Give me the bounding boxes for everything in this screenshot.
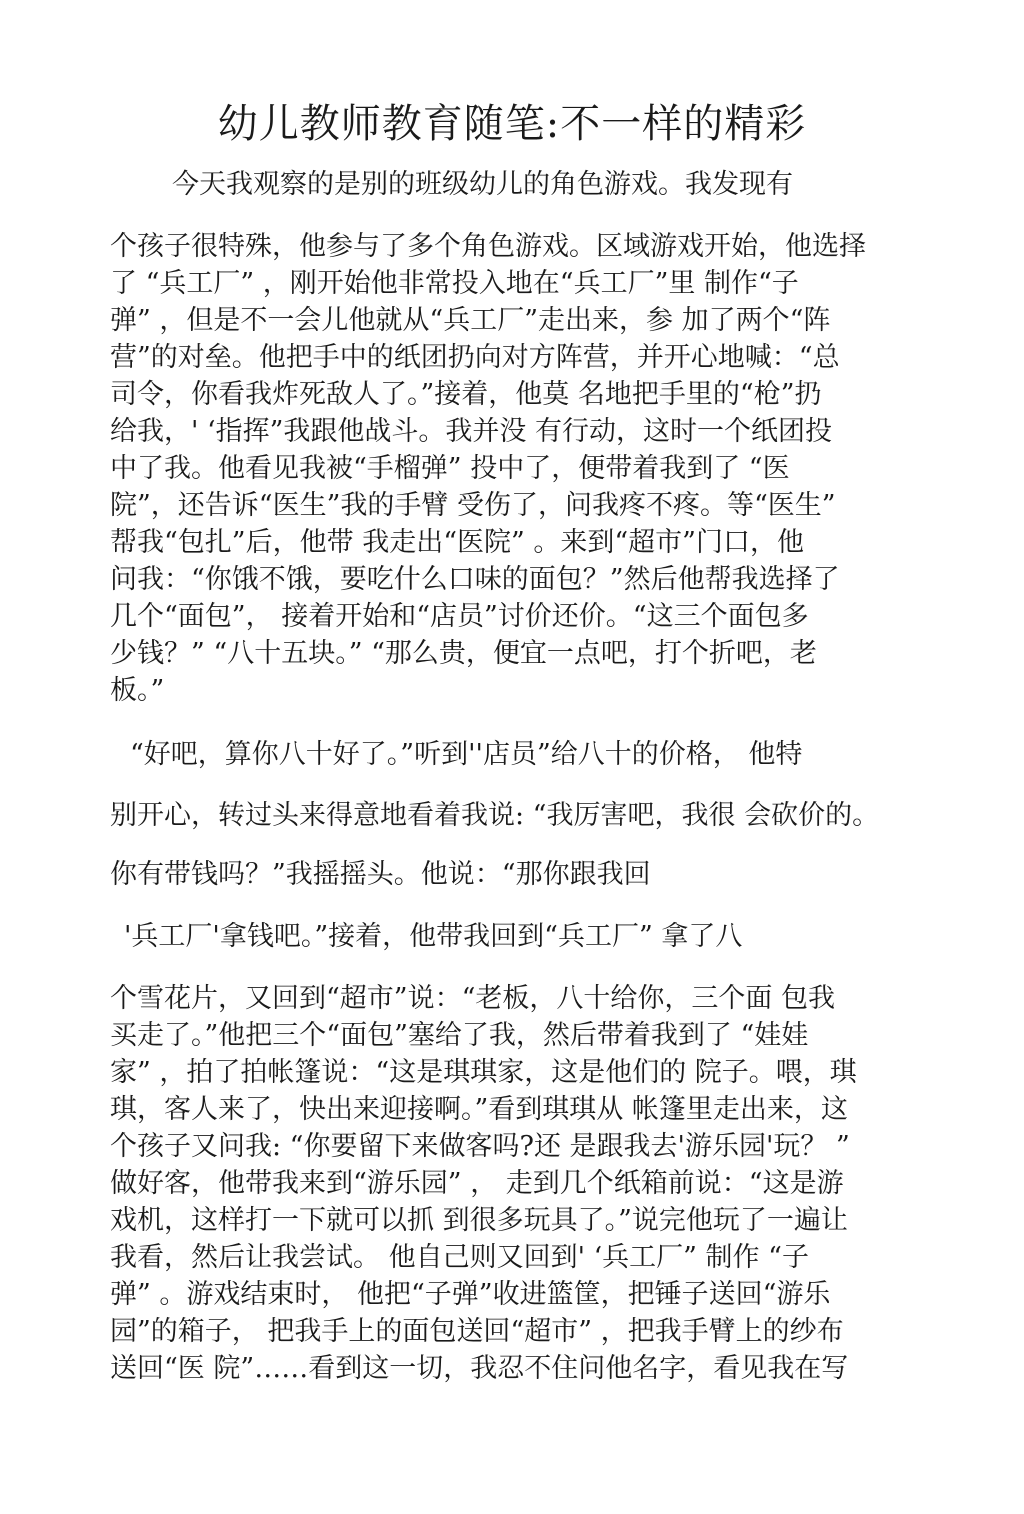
paragraph3-line-11: 送回“医 院”……看到这一切，我忍不住问他名字，看见我在写 — [110, 1353, 849, 1384]
paragraph3-line-4: 琪，客人来了，快出来迎接啊。”看到琪琪从 帐篷里走出来，这 — [110, 1094, 848, 1125]
paragraph3-line-3: 家” ，拍了拍帐篷说：“这是琪琪家，这是他们的 院子。喂，琪 — [110, 1057, 857, 1088]
intro-line: 今天我观察的是别的班级幼儿的角色游戏。我发现有 — [172, 169, 793, 200]
paragraph2-line-3: 你有带钱吗？”我摇摇头。他说：“那你跟我回 — [110, 859, 651, 890]
paragraph1-line-11: 几个“面包”， 接着开始和“店员”讨价还价。“这三个面包多 — [110, 601, 809, 632]
paragraph3-line-8: 我看，然后让我尝试。 他自己则又回到' ‘兵工厂” 制作 “子 — [110, 1242, 809, 1273]
paragraph3-line-1: 个雪花片，又回到“超市”说：“老板，八十给你，三个面 包我 — [110, 983, 835, 1014]
paragraph1-line-4: 营”的对垒。他把手中的纸团扔向对方阵营，并开心地喊：“总 — [110, 342, 840, 373]
paragraph1-line-10: 问我：“你饿不饿，要吃什么口味的面包？”然后他帮我选择了 — [110, 564, 840, 595]
paragraph1-line-1: 个孩子很特殊，他参与了多个角色游戏。区域游戏开始，他选择 — [110, 231, 866, 262]
paragraph3-line-2: 买走了。”他把三个“面包”塞给了我，然后带着我到了 “娃娃 — [110, 1020, 809, 1051]
document-title: 幼儿教师教育随笔:不一样的精彩 — [217, 101, 807, 147]
paragraph3-line-5: 个孩子又问我: “你要留下来做客吗?还 是跟我去'游乐园'玩？ ” — [110, 1131, 850, 1162]
paragraph1-line-2: 了 “兵工厂” ，刚开始他非常投入地在“兵工厂”里 制作“子 — [110, 268, 799, 299]
paragraph2-line-1: “好吧，算你八十好了。”听到''店员”给八十的价格， 他特 — [130, 739, 803, 770]
paragraph3-line-10: 园”的箱子， 把我手上的面包送回“超市” ，把我手臂上的纱布 — [110, 1316, 844, 1347]
paragraph3-line-6: 做好客，他带我来到“游乐园” ， 走到几个纸箱前说：“这是游 — [110, 1168, 844, 1199]
paragraph1-line-12: 少钱？” “八十五块。” “那么贵，便宜一点吧，打个折吧，老 — [110, 638, 817, 669]
paragraph1-line-13: 板。” — [110, 675, 165, 706]
paragraph1-line-6: 给我，' ‘指挥”我跟他战斗。我并没 有行动，这时一个纸团投 — [110, 416, 832, 447]
paragraph1-line-7: 中了我。他看见我被“手榴弹” 投中了，便带着我到了 “医 — [110, 453, 790, 484]
paragraph3-line-7: 戏机，这样打一下就可以抓 到很多玩具了。”说完他玩了一遍让 — [110, 1205, 848, 1236]
paragraph1-line-9: 帮我“包扎”后，他带 我走出“医院” 。来到“超市”门口，他 — [110, 527, 804, 558]
paragraph2-line-4: '兵工厂'拿钱吧。”接着，他带我回到“兵工厂” 拿了八 — [124, 921, 743, 952]
paragraph1-line-3: 弹” ，但是不一会儿他就从“兵工厂”走出来，参 加了两个“阵 — [110, 305, 831, 336]
paragraph1-line-8: 院”，还告诉“医生”我的手臂 受伤了，问我疼不疼。等“医生” — [110, 490, 836, 521]
paragraph1-line-5: 司令，你看我炸死敌人了。”接着，他莫 名地把手里的“枪”扔 — [110, 379, 822, 410]
paragraph2-line-2: 别开心，转过头来得意地看着我说: “我厉害吧，我很 会砍价的。 — [110, 800, 880, 831]
paragraph3-line-9: 弹” 。游戏结束时， 他把“子弹”收进篮筐，把锤子送回“游乐 — [110, 1279, 831, 1310]
